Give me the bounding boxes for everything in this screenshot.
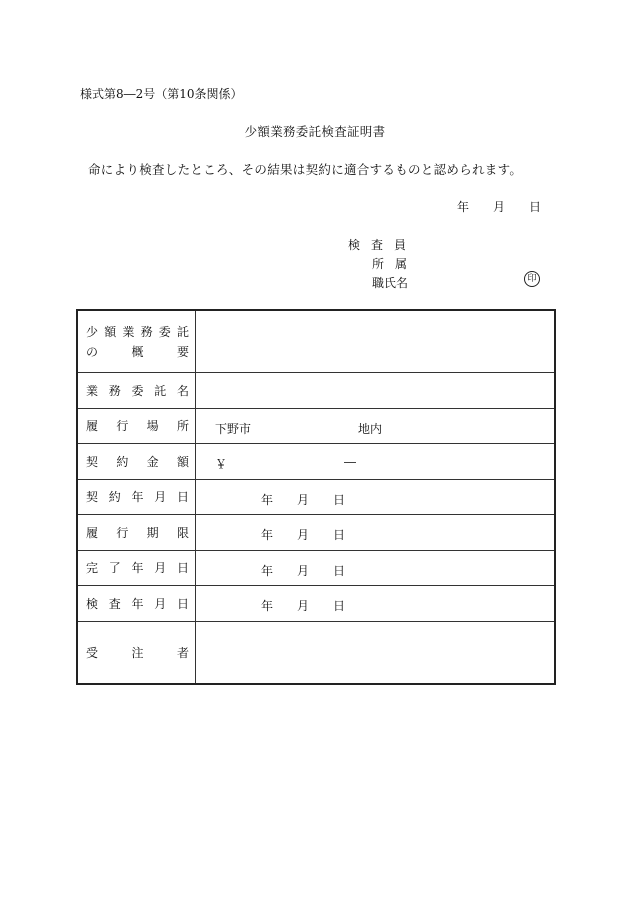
document-title: 少額業務委託検査証明書 xyxy=(244,124,386,139)
char: 了 xyxy=(108,561,121,576)
char: 金 xyxy=(146,454,159,469)
summary-value-cell[interactable] xyxy=(196,311,554,372)
char: 務 xyxy=(108,383,121,398)
location-label-cell xyxy=(78,409,196,444)
issue-date-year: 年 xyxy=(457,200,470,214)
affiliation-label: 所属 xyxy=(372,257,419,271)
location-value-cell[interactable] xyxy=(196,409,554,444)
char: 業 xyxy=(86,383,99,398)
char: 額 xyxy=(176,454,189,469)
contractor-value-cell[interactable] xyxy=(196,622,554,683)
char: 託 xyxy=(176,325,189,339)
char: 要 xyxy=(176,345,189,359)
seal-mark: 印 xyxy=(524,271,540,287)
amount-value-cell[interactable] xyxy=(196,444,554,479)
char: 者 xyxy=(176,645,189,660)
deadline-day: 日 xyxy=(333,528,346,542)
char: 委 xyxy=(131,383,144,398)
deadline-year: 年 xyxy=(261,528,274,542)
char: 限 xyxy=(176,525,189,540)
completion-date-value-cell[interactable] xyxy=(196,551,554,586)
contractor-label-cell xyxy=(78,622,196,683)
inspection-date-label xyxy=(86,595,189,612)
inspection-form-table xyxy=(76,309,556,685)
char: 年 xyxy=(131,490,144,505)
char: 約 xyxy=(108,490,121,505)
contract-date-label-cell xyxy=(78,480,196,515)
char: 行 xyxy=(116,525,129,540)
contract-date-day: 日 xyxy=(333,492,346,507)
char: 検 xyxy=(86,596,99,611)
char: 注 xyxy=(131,645,144,660)
char: 契 xyxy=(86,454,99,469)
char: 委 xyxy=(158,325,171,339)
char: 月 xyxy=(154,490,167,505)
char: の xyxy=(86,345,99,359)
char: 日 xyxy=(176,561,189,576)
char: 履 xyxy=(86,525,99,540)
inspection-date-year: 年 xyxy=(261,599,274,613)
row-amount xyxy=(78,444,554,480)
deadline-month: 月 xyxy=(297,528,310,542)
char: 期 xyxy=(146,525,159,540)
char: 託 xyxy=(154,383,167,398)
char: 査 xyxy=(108,596,121,611)
contract-date-year: 年 xyxy=(261,492,274,507)
name-label: 職氏名 xyxy=(372,276,409,290)
row-task-name xyxy=(78,373,554,409)
inspection-date-label-cell xyxy=(78,586,196,621)
contract-date-value-cell[interactable] xyxy=(196,480,554,515)
inspector-label: 検査員 xyxy=(348,238,418,252)
amount-label xyxy=(86,453,189,470)
contract-date-label xyxy=(86,488,189,505)
char: 場 xyxy=(146,419,159,434)
char: 行 xyxy=(116,419,129,434)
amount-label-cell xyxy=(78,444,196,479)
char: 契 xyxy=(86,490,99,505)
row-inspection-date xyxy=(78,586,554,622)
deadline-value-cell[interactable] xyxy=(196,515,554,550)
char: 額 xyxy=(104,325,117,339)
char: 月 xyxy=(154,561,167,576)
row-location xyxy=(78,409,554,445)
completion-date-year: 年 xyxy=(261,563,274,578)
task-name-label xyxy=(86,382,189,399)
inspection-date-day: 日 xyxy=(333,599,346,613)
inspection-date-value-cell[interactable] xyxy=(196,586,554,621)
char: 少 xyxy=(86,325,99,339)
task-name-value-cell[interactable] xyxy=(196,373,554,408)
char: 所 xyxy=(176,419,189,434)
location-suffix: 地内 xyxy=(358,421,383,436)
char: 日 xyxy=(176,490,189,505)
char: 概 xyxy=(131,345,144,359)
summary-label-line2 xyxy=(86,343,189,360)
row-contractor xyxy=(78,622,554,683)
task-name-label-cell xyxy=(78,373,196,408)
char: 名 xyxy=(176,383,189,398)
inspection-date-month: 月 xyxy=(297,599,310,613)
completion-date-label-cell xyxy=(78,551,196,586)
contractor-label xyxy=(86,644,189,661)
location-label xyxy=(86,417,189,434)
char: 務 xyxy=(140,325,153,339)
row-summary xyxy=(78,311,554,373)
char: 年 xyxy=(131,561,144,576)
completion-date-day: 日 xyxy=(333,563,346,578)
certification-statement: 命により検査したところ、その結果は契約に適合するものと認められます。 xyxy=(88,162,523,177)
char: 約 xyxy=(116,454,129,469)
summary-label-line1 xyxy=(86,323,189,340)
form-number: 様式第8―2号（第10条関係） xyxy=(80,87,243,101)
row-deadline xyxy=(78,515,554,551)
deadline-label-cell xyxy=(78,515,196,550)
char: 完 xyxy=(86,561,99,576)
char: 業 xyxy=(122,325,135,339)
issue-date-day: 日 xyxy=(529,200,542,214)
completion-date-month: 月 xyxy=(297,563,310,578)
char: 月 xyxy=(154,596,167,611)
contract-date-month: 月 xyxy=(297,492,310,507)
row-contract-date xyxy=(78,480,554,516)
char: 履 xyxy=(86,419,99,434)
deadline-label xyxy=(86,524,189,541)
amount-dash: ― xyxy=(344,455,356,469)
char: 年 xyxy=(131,596,144,611)
completion-date-label xyxy=(86,559,189,576)
issue-date-month: 月 xyxy=(493,200,506,214)
amount-currency: ￥ xyxy=(215,457,228,471)
location-city: 下野市 xyxy=(215,421,252,436)
char: 受 xyxy=(86,645,99,660)
row-completion-date xyxy=(78,551,554,587)
char: 日 xyxy=(176,596,189,611)
summary-label-cell xyxy=(78,311,196,372)
